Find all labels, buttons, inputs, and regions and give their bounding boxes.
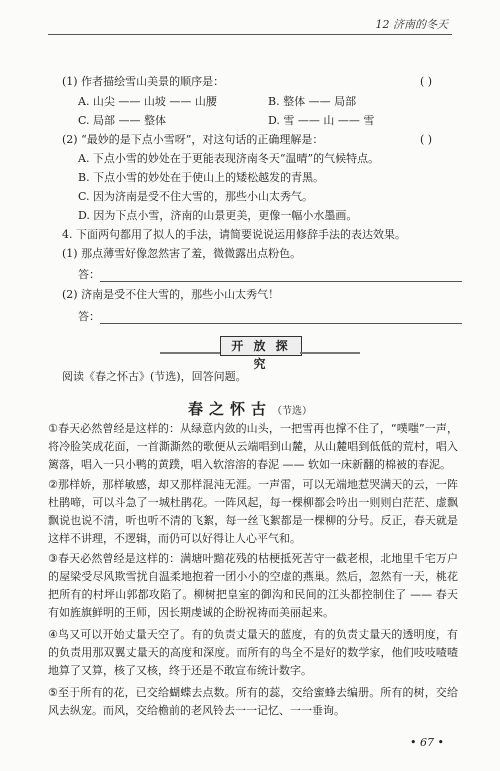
passage-paragraph: ②那样娇，那样敏感，却又那样混沌无涯。一声雷，可以无端地惹哭满天的云，一阵杜鹃啼，可以斗急了一城杜鹃花。一阵风起，每一棵柳都会吟出一则则白茫茫、虚飘飘说也说不清，听也听不清的飞絮，每一丝飞絮都是一棵柳的分号。反正，春天就是这样不讲理，不逻辑，而仍可以好得让人心平气和。	[48, 478, 458, 545]
question-2-stem: (2) “最妙的是下点小雪呀”，对这句话的正确理解是：	[62, 133, 324, 146]
option-d: D. 因为下点小雪，济南的山景更美，更像一幅小水墨画。	[78, 209, 358, 222]
option-b: B. 下点小雪的妙处在于使山上的矮松越发的青黑。	[78, 171, 325, 184]
question-4-stem: 4. 下面两句都用了拟人的手法，请简要说说运用修辞手法的表达效果。	[62, 228, 406, 241]
answer-line-2[interactable]	[100, 323, 462, 324]
answer-label: 答：	[78, 268, 100, 281]
section-rule-left	[160, 352, 220, 354]
reading-instruction: 阅读《春之怀古》(节选)，回答问题。	[62, 370, 247, 383]
question-1-stem: (1) 作者描绘雪山美景的顺序是：	[62, 75, 225, 88]
passage-paragraph: ③春天必然曾经是这样的：满塘叶黯花残的枯梗抵死苦守一截老根，北地里千宅万户的屋梁受尽风欺雪扰自温柔地抱着一团小小的空虚的燕巢。然后，忽然有一天，桃花把所有的村坪山郭都攻陷了。柳树把皇室的御沟和民间的江头都控制住了 —— 春天有如旌旗鲜明的王师，因长期虔诚的企盼祝祷而美丽起来。	[48, 552, 458, 619]
answer-line-1[interactable]	[100, 281, 462, 282]
option-c: C. 因为济南是受不住大雪的，那些小山太秀气。	[78, 190, 314, 203]
section-rule-right	[300, 352, 360, 354]
answer-paren-2: ( )	[420, 133, 433, 146]
sentence-2: (2) 济南是受不住大雪的，那些小山太秀气！	[62, 288, 280, 301]
option-a: A. 山尖 —— 山坡 —— 山腰	[78, 95, 217, 108]
answer-paren-1: ( )	[420, 75, 433, 88]
passage-title	[0, 398, 500, 419]
option-d: D. 雪 —— 山 —— 雪	[268, 114, 375, 127]
passage-title-text: 春之怀古	[187, 400, 272, 418]
passage-paragraph: ④鸟又可以开始丈量天空了。有的负责丈量天的蓝度，有的负责丈量天的透明度，有的负责用那双翼丈量天的高度和深度。而所有的鸟全不是好的数学家，他们吱吱喳喳地算了又算，核了又核，终于还是不敢宣布统计数字。	[48, 628, 458, 677]
page-number: • 67 •	[410, 736, 444, 749]
option-a: A. 下点小雪的妙处在于更能表现济南冬天“温晴”的气候特点。	[78, 152, 380, 165]
running-header	[48, 14, 452, 35]
chapter-label: 12 济南的冬天	[375, 18, 448, 31]
passage-title-note: （节选）	[272, 406, 312, 417]
section-title: 开 放 探 究	[220, 336, 302, 356]
passage-paragraph: ①春天必然曾经是这样的：从绿意内敛的山头，一把雪再也撑不住了，“噗嗤”一声，将冷脸笑成花面，一首澌澌然的歌便从云端唱到山麓，从山麓唱到低低的荒村，唱入篱落，唱入一只小鸭的黄蹼，唱入软溶溶的春泥 —— 软如一床新翻的棉被的春泥。	[48, 422, 458, 471]
option-c: C. 局部 —— 整体	[78, 114, 167, 127]
option-b: B. 整体 —— 局部	[268, 95, 357, 108]
passage-paragraph: ⑤至于所有的花，已交给蝴蝶去点数。所有的蕊，交给蜜蜂去编册。所有的树，交给风去纵宠。而风，交给檐前的老风铃去一一记忆、一一垂询。	[48, 686, 458, 717]
sentence-1: (1) 那点薄雪好像忽然害了羞，微微露出点粉色。	[62, 247, 302, 260]
answer-label: 答：	[78, 310, 100, 323]
